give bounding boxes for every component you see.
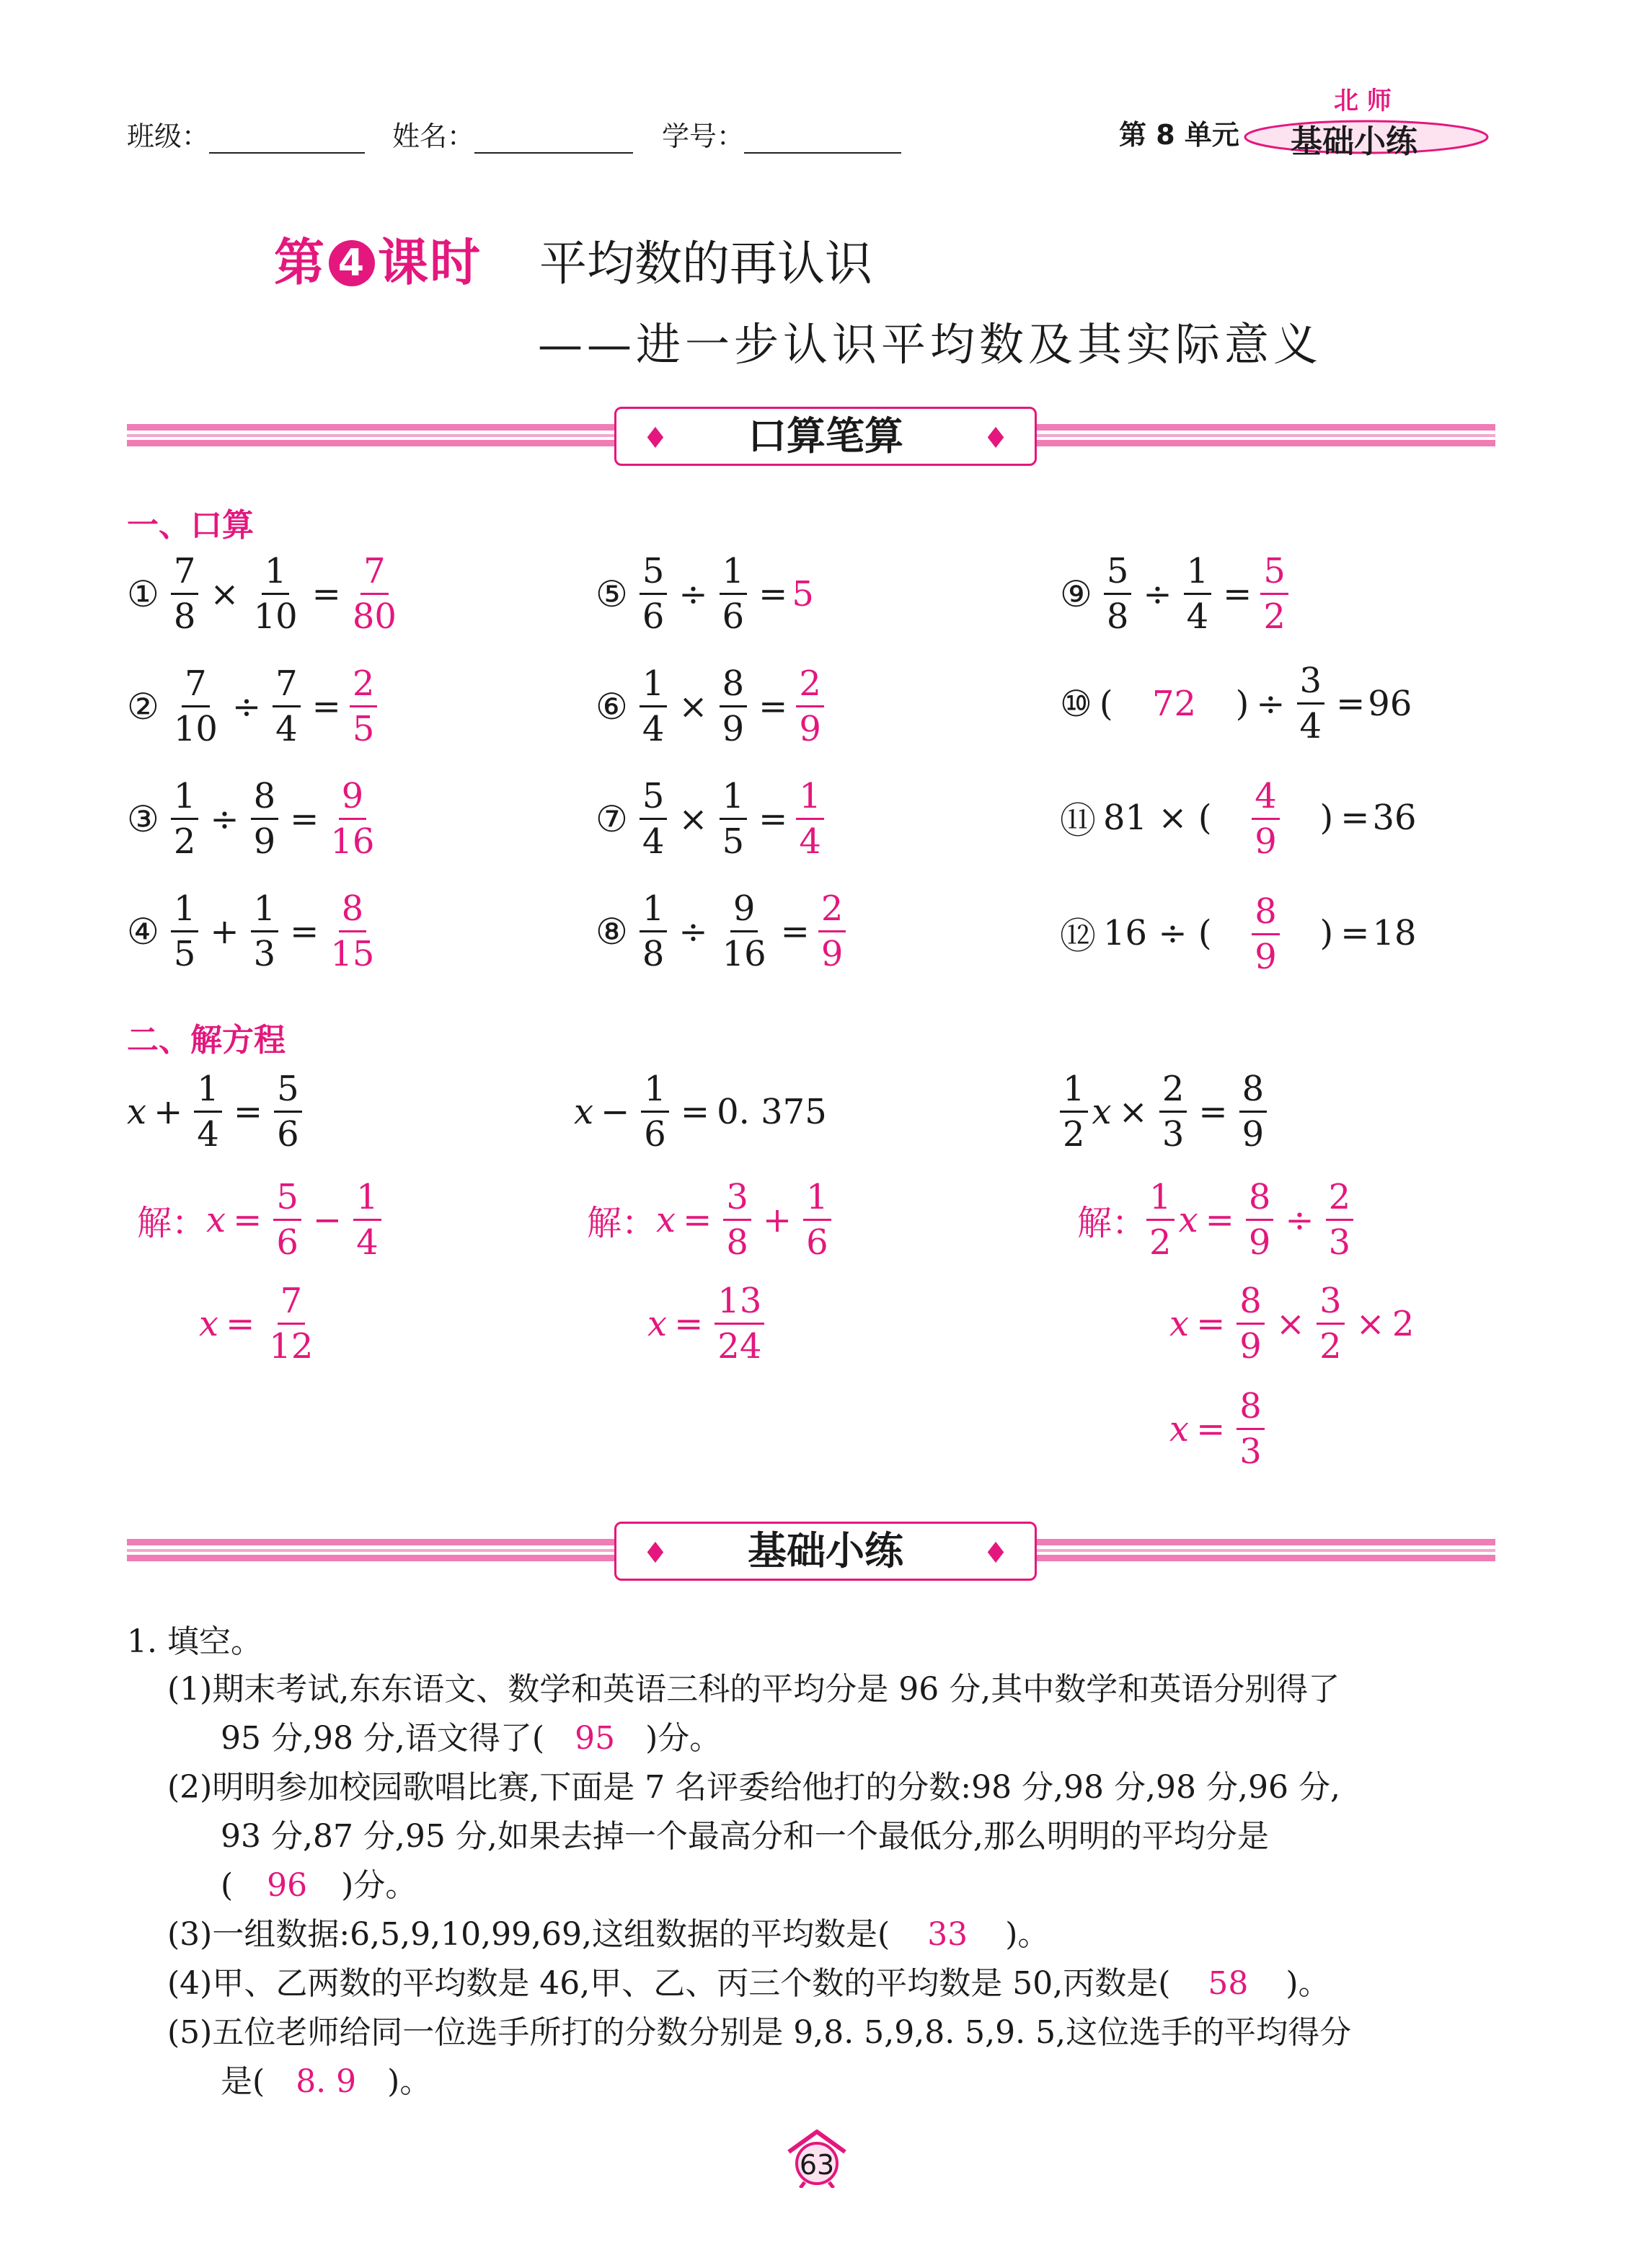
practice-item-2-line-3: ( 96 )分。	[221, 1867, 417, 1904]
name-blank[interactable]	[474, 120, 633, 154]
answer-blank[interactable]: 8. 9	[296, 2063, 357, 2100]
oral-item-4: ④ 1 5 + $\frac{1}{3}$ = $\frac{8}{15}$	[127, 891, 381, 971]
oral-item-1: ① $\frac{7}{8}$ × $\frac{1}{10}$ = $\frac{7}{80}$	[127, 554, 404, 634]
equation-1-result: x = $\frac{7}{12}$	[199, 1281, 314, 1367]
equation-1-step-1: 解： x = $\frac{5}{6}$ − $\frac{1}{4}$	[137, 1180, 386, 1260]
section-equations-title: 二、解方程	[127, 1022, 286, 1059]
brand-main: 基础小练	[1291, 123, 1417, 160]
oral-item-5: ⑤ $\frac{5}{6}$ ÷ $\frac{1}{6}$ = 5	[596, 551, 814, 637]
practice-item-5-line-2: 是( 8. 9 )。	[221, 2063, 432, 2100]
class-blank[interactable]	[209, 120, 365, 154]
equation-3-result: x = $\frac{8}{3}$	[1169, 1389, 1269, 1469]
practice-item-5-line-1: (5)五位老师给同一位选手所打的分数分别是 9,8. 5,9,8. 5,9. 5,这位选手的平均得分	[167, 2014, 1352, 2051]
answer[interactable]: 5	[792, 573, 814, 614]
calc-banner-title: ♦ 口算笔算 ♦	[614, 407, 1037, 466]
lesson-number: 第 4 课时	[274, 233, 482, 292]
answer[interactable]: $\frac{2}{9}$	[796, 666, 824, 746]
answer[interactable]: $\frac{2}{9}$	[818, 891, 846, 971]
class-field: 班级：	[127, 114, 365, 154]
oral-item-6: ⑥ $\frac{1}{4}$ × $\frac{8}{9}$ = $\frac{2}{9}$	[596, 666, 828, 746]
answer-blank[interactable]: 33	[927, 1916, 968, 1953]
equation-2: x − $\frac{1}{6}$ = 0. 375	[574, 1069, 827, 1155]
oral-item-8: ⑧ $\frac{1}{8}$ ÷ $\frac{9}{16}$ = $\frac{2}{9}$	[596, 891, 850, 971]
diamond-icon: ♦	[983, 1537, 1009, 1570]
brand-logo	[1240, 87, 1492, 160]
practice-item-2-line-1: (2)明明参加校园歌唱比赛,下面是 7 名评委给他打的分数:98 分,98 分,98 分,96 分,	[167, 1769, 1340, 1806]
diamond-icon: ♦	[983, 422, 1009, 455]
practice-item-1-line-2: 95 分,98 分,语文得了( 95 )分。	[221, 1720, 722, 1757]
oral-item-11: ⑪ 81 × ( $\frac{4}{9}$ ) = 36	[1060, 776, 1417, 862]
practice-banner-title: ♦ 基础小练 ♦	[614, 1522, 1037, 1581]
answer[interactable]: $\frac{1}{4}$	[796, 779, 824, 859]
equation-2-step-1: 解： x = $\frac{3}{8}$ + $\frac{1}{6}$	[587, 1180, 836, 1260]
practice-item-3: (3)一组数据:6,5,9,10,99,69,这组数据的平均数是( 33 )。	[167, 1916, 1050, 1953]
section-oral-calc-title: 一、口算	[127, 507, 254, 544]
page-title: 平均数的再认识	[539, 236, 872, 291]
question-1-title: 1. 填空。	[127, 1623, 262, 1660]
equation-2-result: x = $\frac{13}{24}$	[647, 1284, 769, 1364]
practice-item-1-line-1: (1)期末考试,东东语文、数学和英语三科的平均分是 96 分,其中数学和英语分别得了	[167, 1671, 1340, 1708]
equation-3-step-2: x = $\frac{8}{9}$ × $\frac{3}{2}$ × 2	[1169, 1281, 1415, 1367]
answer-blank[interactable]: 96	[267, 1867, 308, 1904]
answer-blank[interactable]: $\frac{8}{9}$	[1212, 891, 1320, 974]
equation-3: 1 2 x × $\frac{2}{3}$ = $\frac{8}{9}$	[1060, 1072, 1271, 1152]
name-field: 姓名：	[392, 114, 633, 154]
oral-item-10: ⑩ ( 72 ) ÷ $\frac{3}{4}$ = 96	[1060, 661, 1412, 746]
answer[interactable]: $\frac{8}{15}$	[330, 888, 375, 974]
unit-label: 第 8 单元	[1119, 119, 1239, 151]
oral-item-12: ⑫ 16 ÷ ( $\frac{8}{9}$ ) = 18	[1060, 891, 1417, 977]
practice-item-4: (4)甲、乙两数的平均数是 46,甲、乙、丙三个数的平均数是 50,丙数是( 58 )。	[167, 1965, 1330, 2002]
answer-blank[interactable]: $\frac{4}{9}$	[1212, 776, 1320, 859]
answer[interactable]: $\frac{7}{80}$	[352, 551, 397, 637]
page-subtitle: ——进一步认识平均数及其实际意义	[538, 318, 1323, 371]
practice-item-2-line-2: 93 分,87 分,95 分,如果去掉一个最高分和一个最低分,那么明明的平均分是	[221, 1818, 1269, 1855]
equation-3-step-1: 解： 1 2 x = $\frac{8}{9}$ ÷ $\frac{2}{3}$	[1077, 1180, 1358, 1260]
id-blank[interactable]	[744, 120, 901, 154]
answer[interactable]: $\frac{2}{5}$	[350, 666, 378, 746]
oral-item-3: ③ $\frac{1}{2}$ ÷ $\frac{8}{9}$ = $\frac{9}{16}$	[127, 779, 381, 859]
diamond-icon: ♦	[642, 1537, 668, 1570]
answer-blank[interactable]: 95	[575, 1720, 616, 1757]
equation-1: x + $\frac{1}{4}$ = $\frac{5}{6}$	[127, 1072, 306, 1152]
answer-blank[interactable]: 72	[1152, 683, 1197, 724]
id-field: 学号：	[662, 114, 901, 154]
oral-item-7: ⑦ $\frac{5}{4}$ × $\frac{1}{5}$ = $\frac{1}{4}$	[596, 779, 828, 859]
calc-banner	[127, 404, 1495, 469]
page-number: 63	[784, 2127, 849, 2188]
lesson-number-badge: 4	[329, 240, 375, 286]
brand-top: 北 师	[1334, 87, 1392, 115]
practice-banner	[127, 1519, 1495, 1584]
answer[interactable]: $\frac{9}{16}$	[330, 776, 375, 862]
answer-blank[interactable]: 58	[1208, 1965, 1249, 2002]
oral-item-9: ⑨ $\frac{5}{8}$ ÷ $\frac{1}{4}$ = $\frac{5}{2}$	[1060, 554, 1293, 634]
oral-item-2: ② $\frac{7}{10}$ ÷ $\frac{7}{4}$ = $\frac{2}{5}$	[127, 666, 381, 746]
answer[interactable]: $\frac{5}{2}$	[1260, 554, 1288, 634]
diamond-icon: ♦	[642, 422, 668, 455]
